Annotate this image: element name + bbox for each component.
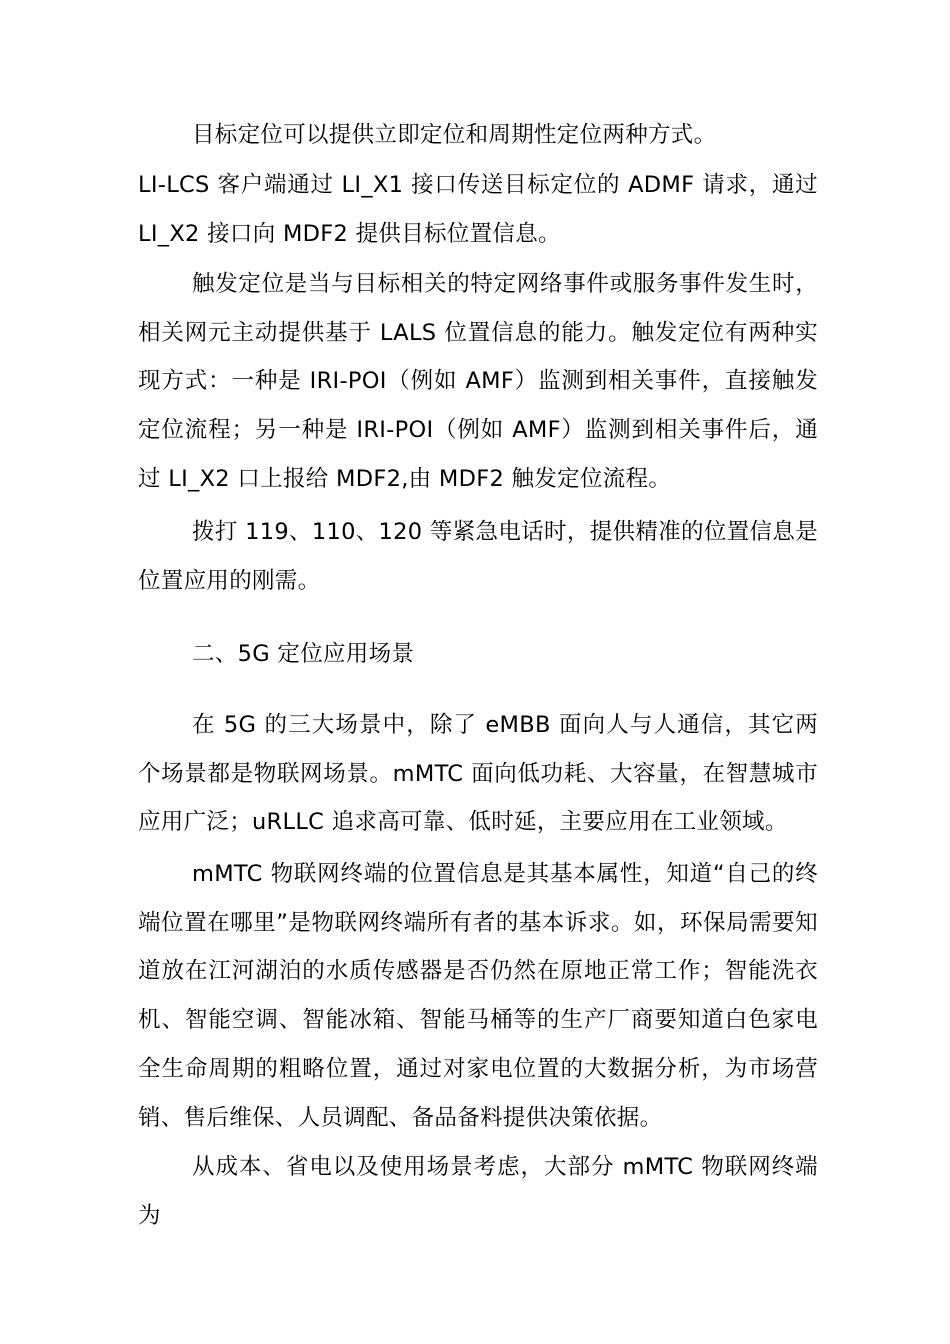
paragraph-positioning-modes: 目标定位可以提供立即定位和周期性定位两种方式。 bbox=[192, 122, 717, 148]
paragraph-cost-power: 从成本、省电以及使用场景考虑，大部分 mMTC 物联网终端为 bbox=[138, 1154, 818, 1229]
paragraph-triggered-positioning: 触发定位是当与目标相关的特定网络事件或服务事件发生时，相关网元主动提供基于 LALS 位置信息的能力。触发定位有两种实现方式：一种是 IRI-POI（例如 AMF）监测到相关事件，直接触发定位流程；另一种是 IRI-POI（例如 AMF）监测到相关事件后，通过 LI_X2 口上报给 MDF2,由 MDF2 触发定位流程。 bbox=[138, 271, 818, 492]
paragraph-li-lcs-client: LI-LCS 客户端通过 LI_X1 接口传送目标定位的 ADMF 请求，通过 LI_X2 接口向 MDF2 提供目标位置信息。 bbox=[138, 172, 818, 247]
section-heading: 二、5G 定位应用场景 bbox=[192, 641, 415, 667]
paragraph-5g-scenarios: 在 5G 的三大场景中，除了 eMBB 面向人与人通信，其它两个场景都是物联网场景。mMTC 面向低功耗、大容量，在智慧城市应用广泛；uRLLC 追求高可靠、低时延，主要应用在工业领域。 bbox=[138, 712, 818, 836]
paragraph-mmtc-location: mMTC 物联网终端的位置信息是其基本属性，知道“自己的终端位置在哪里”是物联网终端所有者的基本诉求。如，环保局需要知道放在江河湖泊的水质传感器是否仍然在原地正常工作；智能洗衣机、智能空调、智能冰箱、智能马桶等的生产厂商要知道白色家电全生命周期的粗略位置，通过对家电位置的大数据分析，为市场营销、售后维保、人员调配、备品备料提供决策依据。 bbox=[138, 861, 818, 1131]
paragraph-emergency-calls: 拨打 119、110、120 等紧急电话时，提供精准的位置信息是位置应用的刚需。 bbox=[138, 519, 818, 594]
